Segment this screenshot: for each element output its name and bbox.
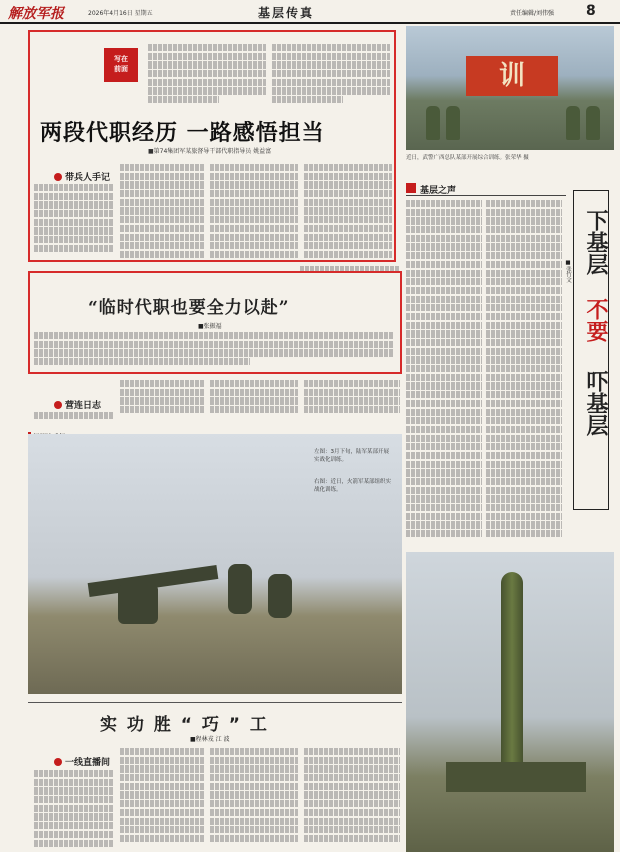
photo-banner: 训 <box>466 56 558 96</box>
article2-subhead: 营连日志 <box>54 398 101 411</box>
article1-col2 <box>120 164 204 260</box>
right-column-head: 基层之声 <box>406 182 566 196</box>
article1-subhead: 带兵人手记 <box>54 170 110 183</box>
article1-col4 <box>304 164 392 260</box>
article3-title: 实 功 胜 “ 巧 ” 工 <box>100 715 269 735</box>
article3-col1 <box>34 770 114 850</box>
article1-title: 两段代职经历 一路感悟担当 <box>40 121 325 146</box>
editorial-vertical-title: 下基层 不要 吓基层 <box>573 190 609 510</box>
photo1-caption: 近日，武警广西总队某部开展综合训练。张荣华 摄 <box>406 155 529 161</box>
divider <box>28 702 402 703</box>
page-number: 8 <box>586 3 596 19</box>
article1-byline: ■第74集团军某旅督导干部代职指导员 姚益富 <box>148 148 272 155</box>
intro-text-col1 <box>148 44 266 110</box>
editor-credit: 责任编辑/刘伟强 <box>510 10 555 17</box>
intro-badge: 写在 前面 <box>104 48 138 82</box>
article2-col1 <box>34 412 114 420</box>
article1-col3 <box>210 164 298 260</box>
article2-col4 <box>304 380 400 420</box>
article1-col1 <box>34 184 114 260</box>
article2-title: “临时代职也要全力以赴” <box>88 298 290 318</box>
photo2-caption-a: 左图：3月下旬，陆军某部开展实战化训练。 <box>314 449 390 463</box>
training-photo-large <box>28 434 402 694</box>
right-col1 <box>406 200 482 546</box>
article3-col3 <box>210 748 298 850</box>
training-photo-top <box>406 26 614 150</box>
article2-col3 <box>210 380 298 420</box>
masthead: 解放军报 <box>8 6 64 22</box>
article2-lead-text <box>34 332 394 368</box>
photo-section-label <box>28 424 66 434</box>
article3-byline: ■程林戎 江 波 <box>190 736 230 743</box>
article3-col2 <box>120 748 204 850</box>
photo2-caption-b: 右图：近日，火箭军某部组织实战化训练。 <box>314 479 392 493</box>
article2-byline: ■张振福 <box>198 323 222 330</box>
article2-col2 <box>120 380 204 420</box>
missile-photo <box>406 552 614 852</box>
section-name: 基层传真 <box>258 6 315 20</box>
article3-subhead: 一线直播间 <box>54 755 110 768</box>
page-header <box>0 0 620 24</box>
article3-col4 <box>304 748 400 850</box>
right-col2 <box>486 200 562 546</box>
issue-date: 2026年4月16日 星期五 <box>88 10 153 17</box>
editorial-byline: ■张竹文 <box>565 260 571 283</box>
intro-text-col2 <box>272 44 390 110</box>
